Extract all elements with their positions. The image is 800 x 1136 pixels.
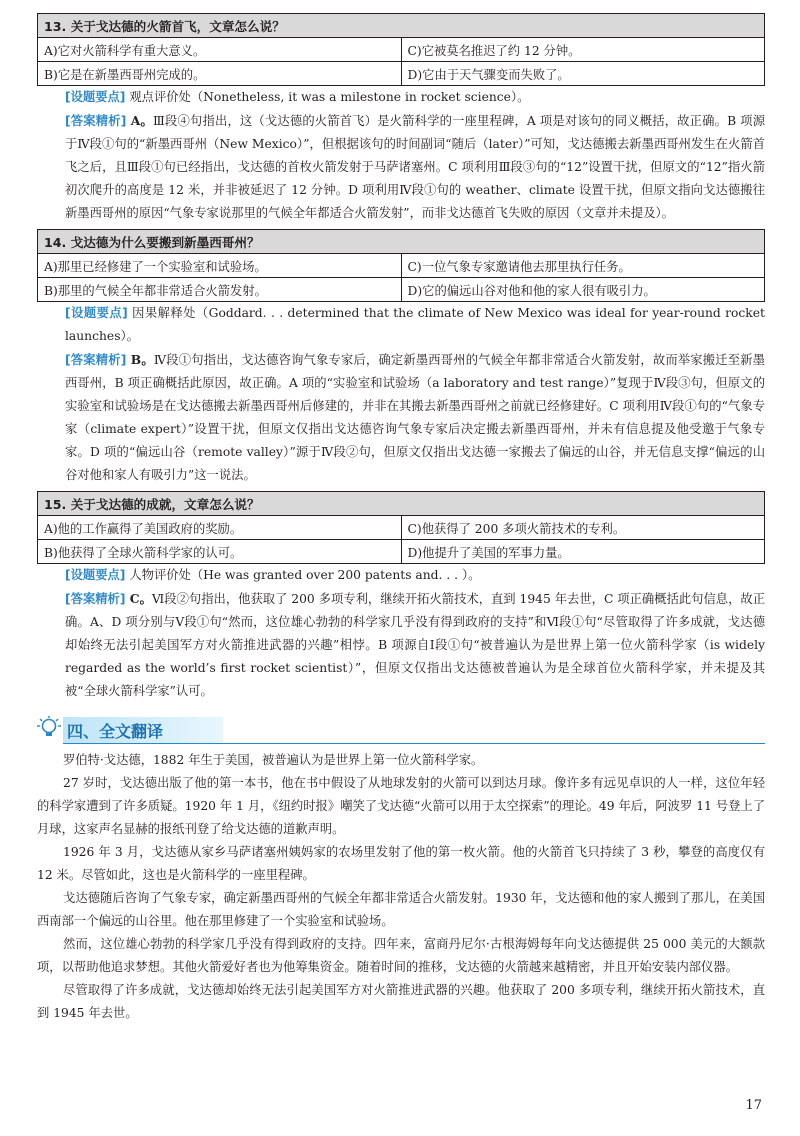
q14-option-c: C)一位气象专家邀请他去那里执行任务。 (401, 254, 765, 278)
question-14-title: 14. 戈达德为什么要搬到新墨西哥州？ (38, 230, 765, 254)
q15-analysis: [答案精析] C。Ⅵ段②句指出，他获取了 200 多项专利，继续开拓火箭技术，直到 1945 年去世，C 项正确概括此句信息，故正确。A、D 项分别与Ⅴ段①句“然而，这位雄心勃勃的科学家几乎没有得到政府的支持”和Ⅵ段①句“尽管取得了许多成就，戈达德却始终无法引起美国军方对火箭推进武器的兴趣”相悖。B 项源自Ⅰ段①句“被普遍认为是世界上第一位火箭科学家（is widely regarded as the world’s first rocket scientist）”，但原文仅指出戈达德被普遍认为是全球首位火箭科学家，并未提及其被“全球火箭科学家”认可。 (65, 591, 765, 698)
translation-paragraph: 罗伯特·戈达德，1882 年生于美国，被普遍认为是世界上第一位火箭科学家。 (63, 753, 484, 767)
translation-body (37, 749, 765, 1025)
analysis-tag: [答案精析] (65, 592, 126, 606)
section-title: 四、全文翻译 (67, 722, 164, 741)
translation-paragraph: 27 岁时，戈达德出版了他的第一本书，他在书中假设了从地球发射的火箭可以到达月球。像许多有远见卓识的人一样，这位年轻的科学家遭到了许多质疑。1920 年 1 月，《纽约时报》嘲笑了戈达德“火箭可以用于太空探索”的理论。49 年后，阿波罗 11 号登上了月球，这家声名显赫的报纸刊登了给戈达德的道歉声明。 (37, 776, 765, 836)
q13-analysis: [答案精析] A。Ⅲ段④句指出，这（戈达德的火箭首飞）是火箭科学的一座里程碑，A 项是对该句的同义概括，故正确。B 项源于Ⅳ段①句的“新墨西哥州（New Mexico）”，但根据该句的时间副词“随后（later）”可知，戈达德搬去新墨西哥州发生在火箭首飞之后，且Ⅲ段①句已经指出，戈达德的首枚火箭发射于马萨诸塞州。C 项利用Ⅲ段③句的“12”设置干扰，但原文的“12”指火箭初次爬升的高度是 12 米，并非被延迟了 12 分钟。D 项利用Ⅳ段①句的 weather、climate 设置干扰，但原文指向戈达德搬往新墨西哥州的原因“气象专家说那里的气候全年都适合火箭发射”，而非戈达德首飞失败的原因（文章并未提及）。 (65, 113, 765, 220)
q14-point: [设题要点] 因果解释处（Goddard. . . determined that the climate of New Mexico was ideal for year-round rocket launches）。 (65, 306, 765, 343)
q15-point: [设题要点] 人物评价处（He was granted over 200 patents and. . . ）。 (65, 568, 481, 582)
translation-paragraph: 然而，这位雄心勃勃的科学家几乎没有得到政府的支持。四年来，富商丹尼尔·古根海姆每年向戈达德提供 25 000 美元的大额款项，以帮助他追求梦想。其他火箭爱好者也为他筹集资金。随着时间的推移，戈达德的火箭越来越精密，并且开始安装内部仪器。 (37, 937, 765, 974)
point-tag: [设题要点] (65, 90, 126, 104)
section-heading (37, 715, 765, 745)
q14-option-a: A)那里已经修建了一个实验室和试验场。 (38, 254, 402, 278)
answer-letter: B。 (126, 352, 154, 367)
question-13-title: 13. 关于戈达德的火箭首飞，文章怎么说？ (38, 14, 765, 38)
answer-letter: C。 (125, 591, 152, 606)
q13-point: [设题要点] 观点评价处（Nonetheless, it was a milestone in rocket science）。 (65, 90, 530, 104)
q14-option-d: D)它的偏远山谷对他和他的家人很有吸引力。 (401, 278, 765, 302)
q13-option-c: C)它被莫名推迟了约 12 分钟。 (401, 38, 765, 62)
q14-option-b: B)那里的气候全年都非常适合火箭发射。 (38, 278, 402, 302)
question-15-table (37, 491, 765, 564)
q14-analysis: [答案精析] B。Ⅳ段①句指出，戈达德咨询气象专家后，确定新墨西哥州的气候全年都非常适合火箭发射，故而举家搬迁至新墨西哥州，B 项正确概括此原因，故正确。A 项的“实验室和试验场（a laboratory and test range）”复现于Ⅳ段③句，但原文的实验室和试验场是在戈达德搬去新墨西哥州后修建的，并非在其搬去新墨西哥州之前就已经修建好。C 项利用Ⅳ段①句的“气象专家（climate expert）”设置干扰，但原文仅指出戈达德咨询气象专家后决定搬去新墨西哥州，并未有信息提及他受邀于气象专家。D 项的“偏远山谷（remote valley）”源于Ⅳ段②句，但原文仅指出戈达德一家搬去了偏远的山谷，并无信息支撑“偏远的山谷对他和家人有吸引力”这一说法。 (65, 352, 765, 482)
q15-option-a: A)他的工作赢得了美国政府的奖励。 (38, 516, 402, 540)
translation-paragraph: 戈达德随后咨询了气象专家，确定新墨西哥州的气候全年都非常适合火箭发射。1930 年，戈达德和他的家人搬到了那儿，在美国西南部一个偏远的山谷里。他在那里修建了一个实验室和试验场。 (37, 891, 765, 928)
point-tag: [设题要点] (65, 568, 126, 582)
q13-option-a: A)它对火箭科学有重大意义。 (38, 38, 402, 62)
question-14-table (37, 229, 765, 302)
q13-option-d: D)它由于天气骤变而失败了。 (401, 62, 765, 86)
q13-option-b: B)它是在新墨西哥州完成的。 (38, 62, 402, 86)
section-underline (63, 743, 765, 744)
translation-paragraph: 1926 年 3 月，戈达德从家乡马萨诸塞州姨妈家的农场里发射了他的第一枚火箭。他的火箭首飞只持续了 3 秒，攀登的高度仅有 12 米。尽管如此，这也是火箭科学的一座里程碑。 (37, 845, 765, 882)
q15-option-d: D)他提升了美国的军事力量。 (401, 540, 765, 564)
question-15-title: 15. 关于戈达德的成就，文章怎么说？ (38, 492, 765, 516)
q15-option-b: B)他获得了全球火箭科学家的认可。 (38, 540, 402, 564)
lightbulb-icon (37, 715, 61, 743)
q15-option-c: C)他获得了 200 多项火箭技术的专利。 (401, 516, 765, 540)
point-tag: [设题要点] (65, 306, 128, 320)
page (37, 0, 765, 1025)
answer-letter: A。 (126, 113, 154, 128)
question-13-table (37, 13, 765, 86)
translation-paragraph: 尽管取得了许多成就，戈达德却始终无法引起美国军方对火箭推进武器的兴趣。他获取了 200 多项专利，继续开拓火箭技术，直到 1945 年去世。 (37, 983, 765, 1020)
analysis-tag: [答案精析] (65, 114, 127, 128)
page-number: 17 (745, 1098, 762, 1113)
analysis-tag: [答案精析] (65, 353, 127, 367)
